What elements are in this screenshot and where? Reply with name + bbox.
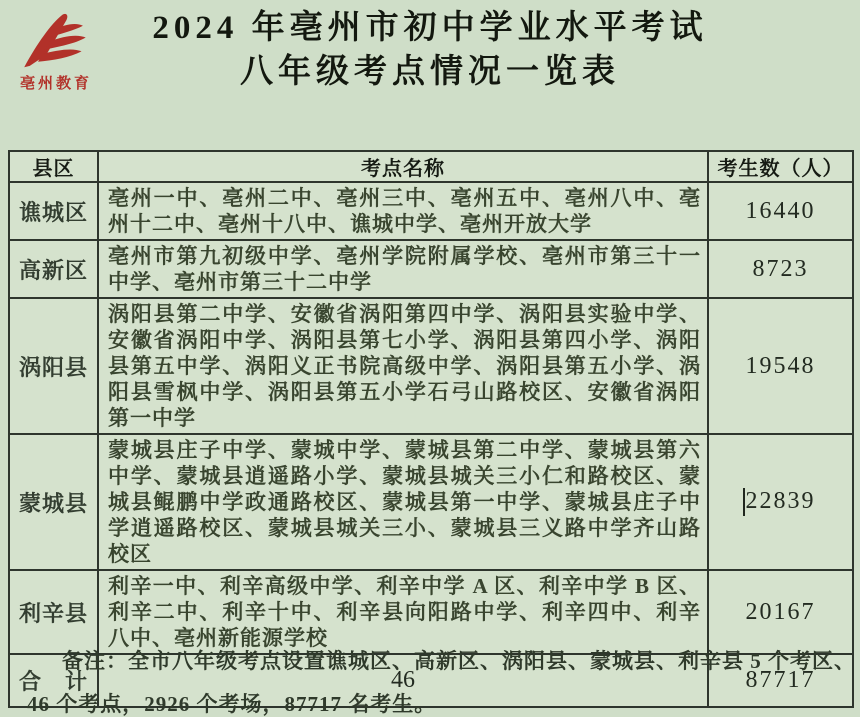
district-cell: 蒙城县 <box>9 434 98 570</box>
count-value: 22839 <box>745 487 816 514</box>
table-header-row <box>9 151 853 182</box>
logo-text: 亳州教育 <box>19 76 92 92</box>
sites-cell: 亳州市第九初级中学、亳州学院附属学校、亳州市第三十一中学、亳州市第三十二中学 <box>98 240 708 298</box>
exam-sites-table <box>8 150 854 708</box>
total-label-cell: 合 计 <box>9 654 98 707</box>
table-row-lixin <box>9 570 853 654</box>
sites-cell: 利辛一中、利辛高级中学、利辛中学 A 区、利辛中学 B 区、利辛二中、利辛十中、利辛县向阳路中学、利辛四中、利辛八中、亳州新能源学校 <box>98 570 708 654</box>
table-row-qiaocheng <box>9 182 853 240</box>
count-cell: 16440 <box>708 182 853 240</box>
sites-cell: 涡阳县第二中学、安徽省涡阳第四中学、涡阳县实验中学、安徽省涡阳中学、涡阳县第七小学、涡阳县第四小学、涡阳县第五中学、涡阳义正书院高级中学、涡阳县第五小学、涡阳县雪枫中学、涡阳县第五小学石弓山路校区、安徽省涡阳第一中学 <box>98 298 708 434</box>
count-cell: 8723 <box>708 240 853 298</box>
text-cursor <box>743 488 745 516</box>
bozhou-education-logo-icon <box>21 12 91 70</box>
count-cell: 19548 <box>708 298 853 434</box>
district-cell: 涡阳县 <box>9 298 98 434</box>
footnote-line-1: 备注：全市八年级考点设置谯城区、高新区、涡阳县、蒙城县、利辛县 5 个考区、 <box>62 649 856 673</box>
footnote <box>0 645 860 717</box>
footnote-line-2: 46 个考点，2926 个考场，87717 名考生。 <box>27 692 437 716</box>
page-title <box>0 0 860 94</box>
header-district: 县区 <box>9 151 98 182</box>
sites-cell: 蒙城县庄子中学、蒙城中学、蒙城县第二中学、蒙城县第六中学、蒙城县逍遥路小学、蒙城县城关三小仁和路校区、蒙城县鲲鹏中学政通路校区、蒙城县第一中学、蒙城县庄子中学逍遥路校区、蒙城县城关三小、蒙城县三义路中学齐山路校区 <box>98 434 708 570</box>
logo <box>10 12 102 93</box>
sites-cell: 亳州一中、亳州二中、亳州三中、亳州五中、亳州八中、亳州十二中、亳州十八中、谯城中学、亳州开放大学 <box>98 182 708 240</box>
count-cell: 20167 <box>708 570 853 654</box>
total-sites-count-cell: 46 <box>98 654 708 707</box>
header-site-names: 考点名称 <box>98 151 708 182</box>
count-cell <box>708 434 853 570</box>
total-count-cell: 87717 <box>708 654 853 707</box>
district-cell: 谯城区 <box>9 182 98 240</box>
title-line-2: 八年级考点情况一览表 <box>240 54 620 90</box>
table-row-mengcheng <box>9 434 853 570</box>
district-cell: 利辛县 <box>9 570 98 654</box>
table-row-woyang <box>9 298 853 434</box>
district-cell: 高新区 <box>9 240 98 298</box>
header-candidate-count: 考生数（人） <box>708 151 853 182</box>
table-row-gaoxin <box>9 240 853 298</box>
title-line-1: 2024 年亳州市初中学业水平考试 <box>152 10 708 46</box>
